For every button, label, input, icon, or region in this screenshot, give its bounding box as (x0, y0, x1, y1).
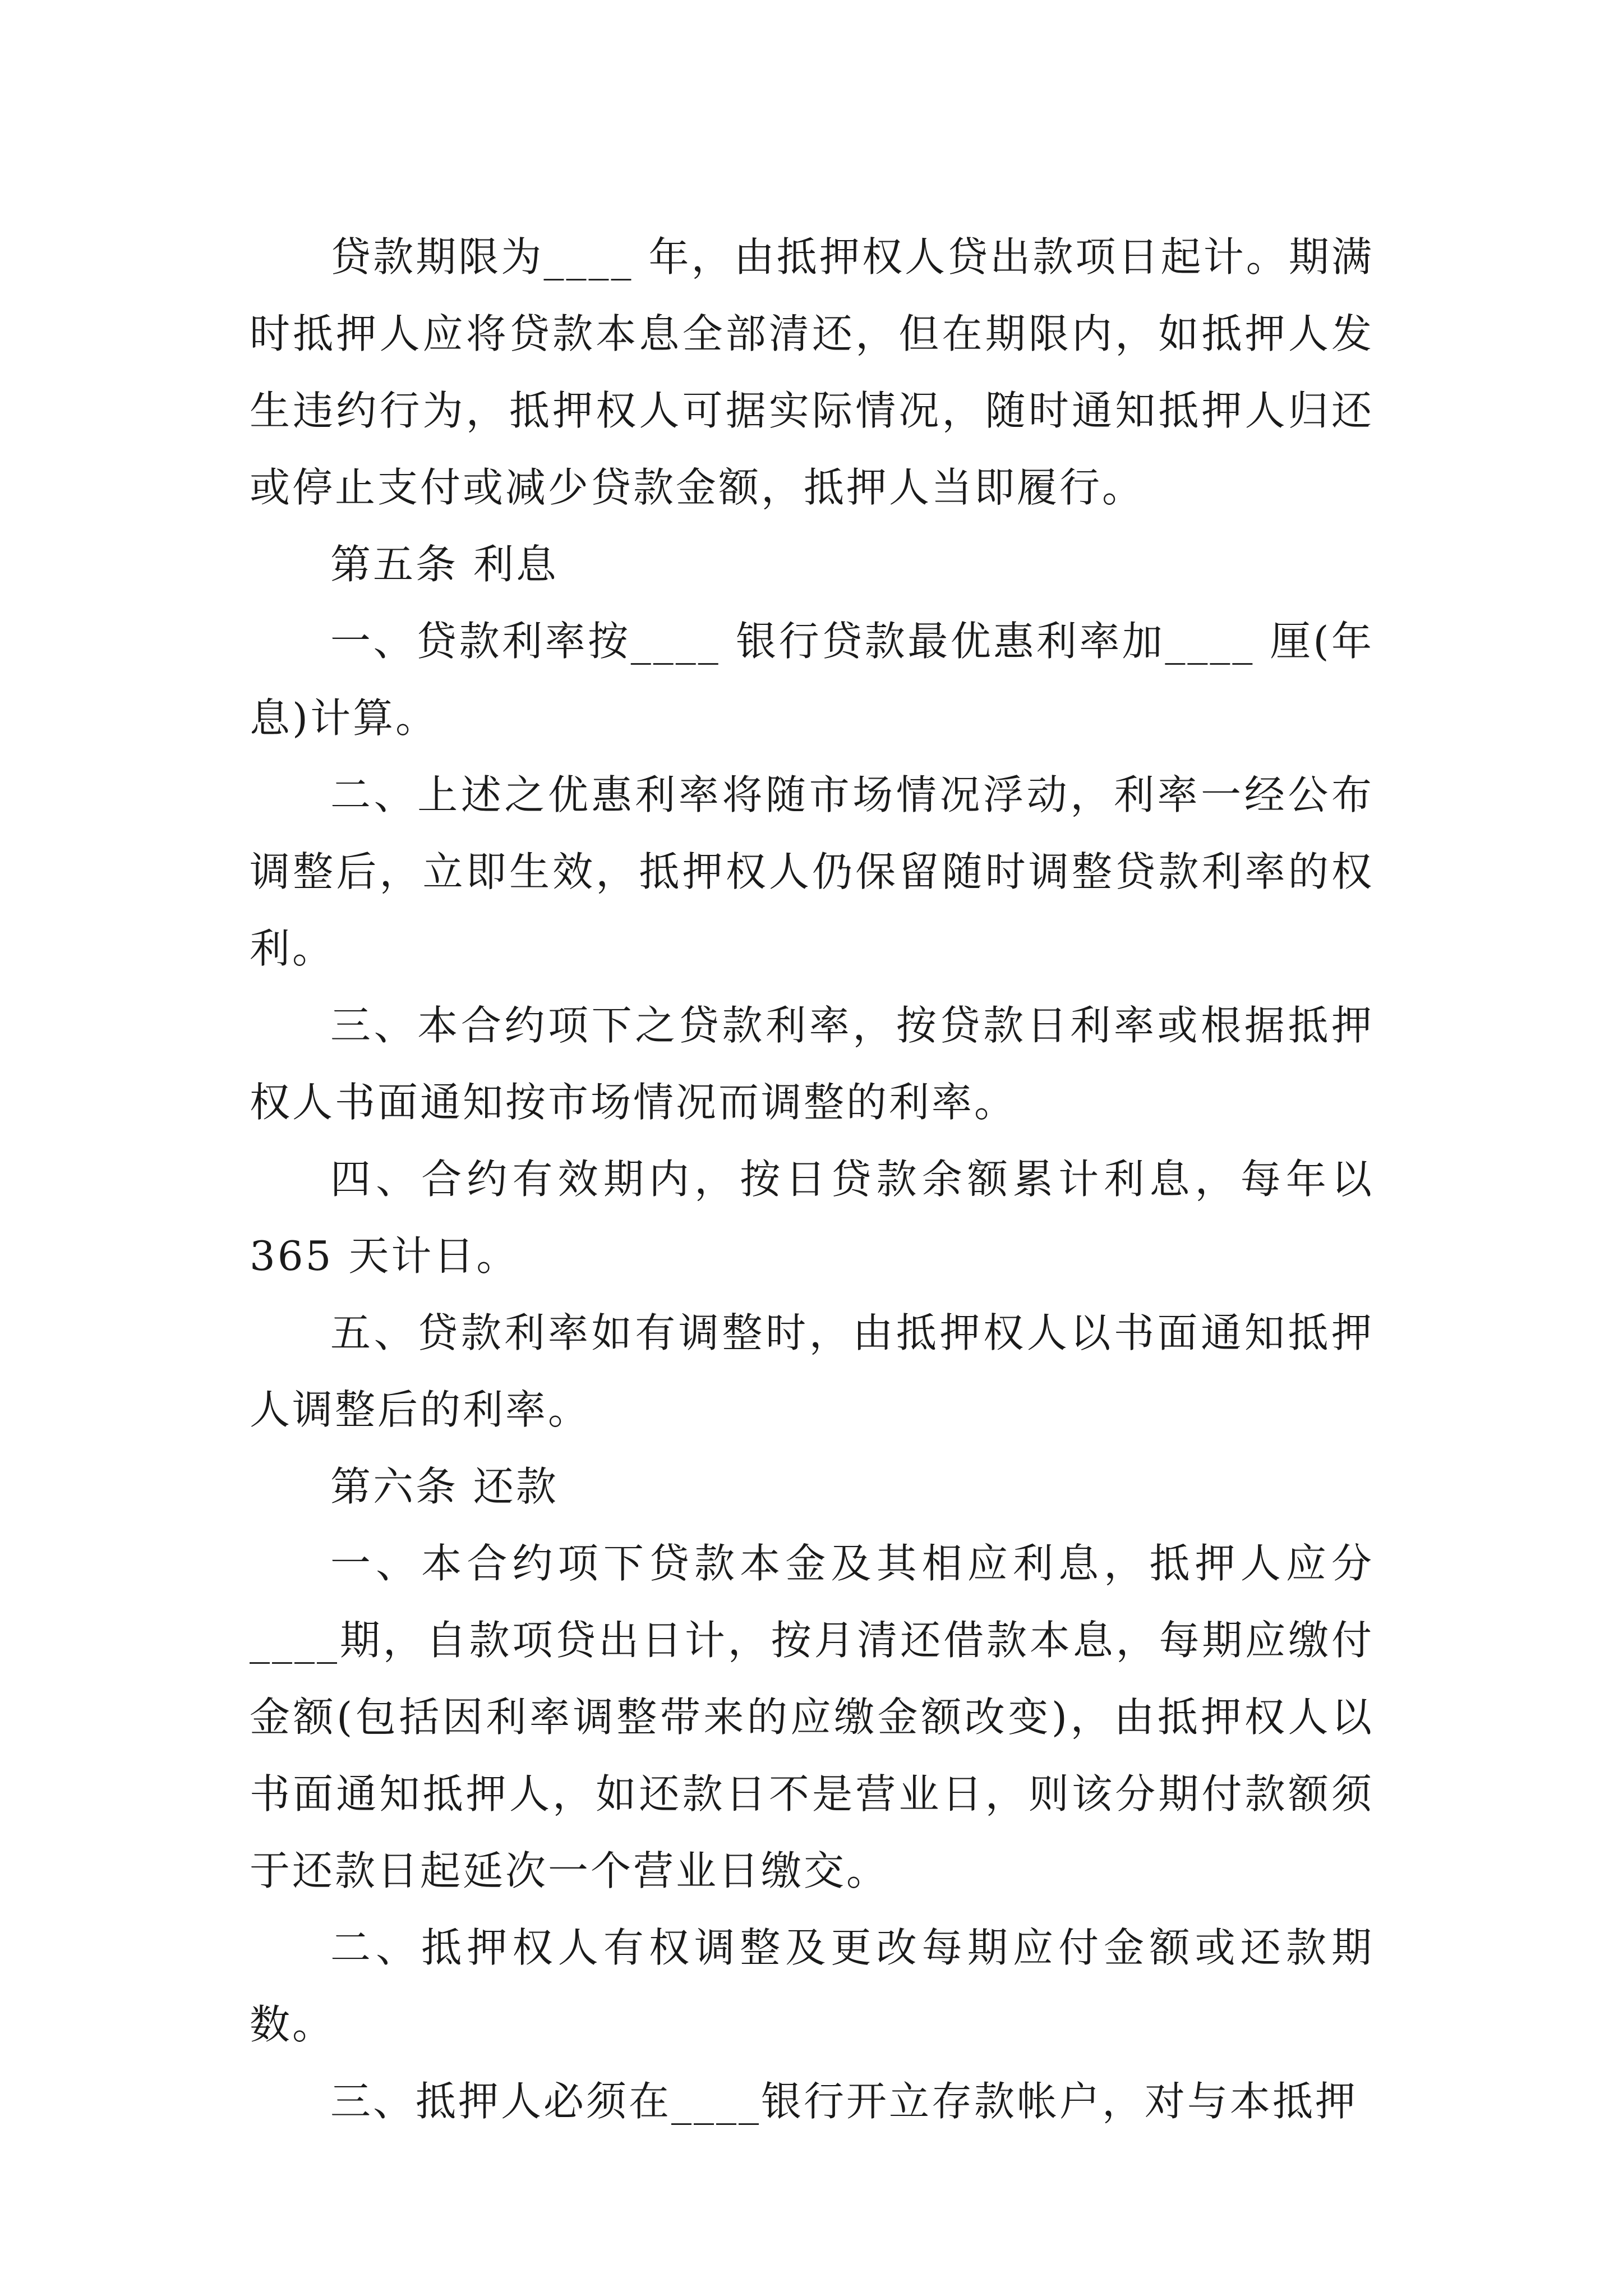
document-body (250, 219, 1374, 2140)
paragraph-interest-4: 四、合约有效期内，按日贷款余额累计利息，每年以 365 天计日。 (250, 1156, 1374, 1280)
paragraph-interest-1: 一、贷款利率按____ 银行贷款最优惠利率加____ 厘(年息)计算。 (250, 618, 1374, 742)
paragraph-interest-2: 二、上述之优惠利率将随市场情况浮动，利率一经公布调整后，立即生效，抵押权人仍保留随时调整贷款利率的权利。 (250, 771, 1374, 972)
paragraph-repayment-2: 二、抵押权人有权调整及更改每期应付金额或还款期数。 (250, 1924, 1374, 2048)
paragraph-repayment-3: 三、抵押人必须在____银行开立存款帐户，对与本抵押 (330, 2078, 1358, 2125)
section-heading-repayment: 第六条 还款 (330, 1463, 559, 1510)
section-heading-interest: 第五条 利息 (330, 541, 559, 588)
paragraph-interest-5: 五、贷款利率如有调整时，由抵押权人以书面通知抵押人调整后的利率。 (250, 1309, 1374, 1433)
paragraph-loan-term: 贷款期限为____ 年，由抵押权人贷出款项日起计。期满时抵押人应将贷款本息全部清还，但在期限内，如抵押人发生违约行为，抵押权人可据实际情况，随时通知抵押人归还或停止支付或减少贷款金额，抵押人当即履行。 (250, 233, 1374, 511)
paragraph-repayment-1: 一、本合约项下贷款本金及其相应利息，抵押人应分____期，自款项贷出日计，按月清还借款本息，每期应缴付金额(包括因利率调整带来的应缴金额改变)，由抵押权人以书面通知抵押人，如还款日不是营业日，则该分期付款额须于还款日起延次一个营业日缴交。 (250, 1540, 1374, 1894)
paragraph-interest-3: 三、本合约项下之贷款利率，按贷款日利率或根据抵押权人书面通知按市场情况而调整的利率。 (250, 1002, 1374, 1126)
